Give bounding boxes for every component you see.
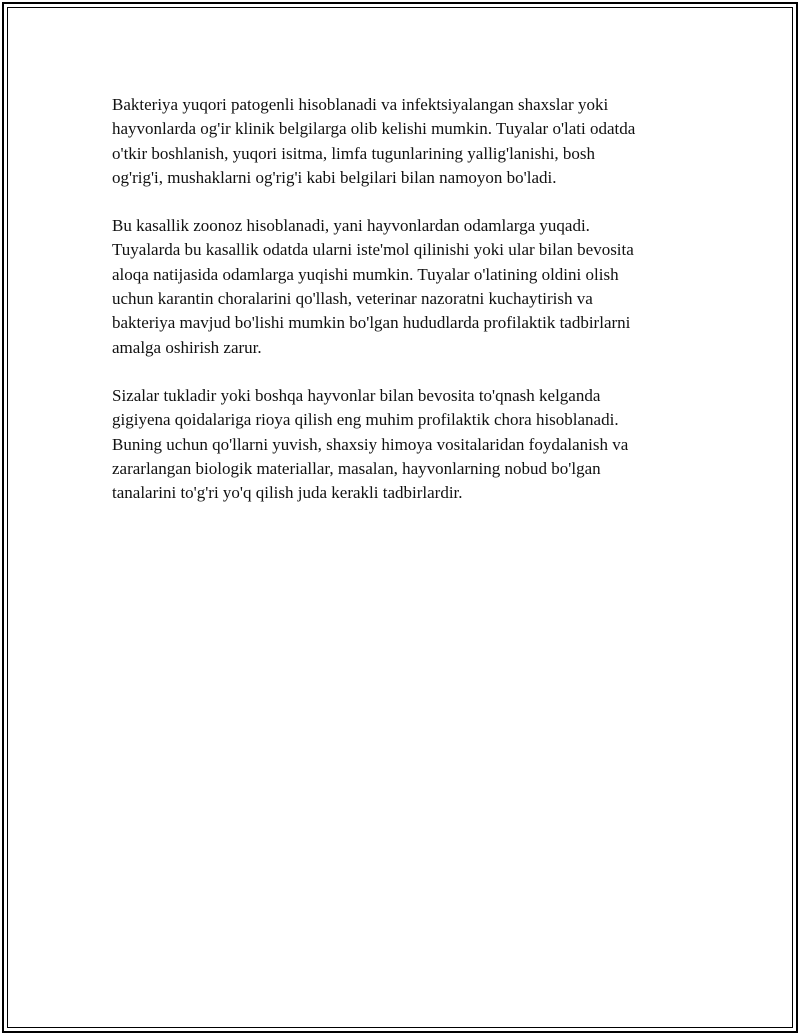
paragraph-line: uchun karantin choralarini qo'llash, veterinar nazoratni kuchaytirish va [112, 289, 593, 309]
paragraph-line: gigiyena qoidalariga rioya qilish eng muhim profilaktik chora hisoblanadi. [112, 410, 619, 430]
paragraph-line: hayvonlarda og'ir klinik belgilarga olib kelishi mumkin. Tuyalar o'lati odatda [112, 119, 636, 139]
paragraph-1 [112, 93, 712, 190]
paragraph-line: bakteriya mavjud bo'lishi mumkin bo'lgan hududlarda profilaktik tadbirlarni [112, 313, 631, 333]
paragraph-line: Tuyalarda bu kasallik odatda ularni iste'mol qilinishi yoki ular bilan bevosita [112, 240, 634, 260]
paragraph-line: Buning uchun qo'llarni yuvish, shaxsiy himoya vositalaridan foydalanish va [112, 434, 629, 454]
paragraph-2 [112, 214, 712, 360]
paragraph-line: amalga oshirish zarur. [112, 337, 262, 357]
paragraph-line: Bu kasallik zoonoz hisoblanadi, yani hayvonlardan odamlarga yuqadi. [112, 216, 590, 236]
paragraph-line: Sizalar tukladir yoki boshqa hayvonlar bilan bevosita to'qnash kelganda [112, 385, 601, 405]
paragraph-line: Bakteriya yuqori patogenli hisoblanadi va infektsiyalangan shaxslar yoki [112, 95, 609, 114]
document-body [112, 93, 712, 529]
paragraph-line: aloqa natijasida odamlarga yuqishi mumkin. Tuyalar o'latining oldini olish [112, 264, 619, 284]
paragraph-line: o'tkir boshlanish, yuqori isitma, limfa tugunlarining yallig'lanishi, bosh [112, 143, 596, 163]
paragraph-line: tanalarini to'g'ri yo'q qilish juda kerakli tadbirlardir. [112, 483, 463, 503]
paragraph-3 [112, 384, 712, 505]
paragraph-line: zararlangan biologik materiallar, masalan, hayvonlarning nobud bo'lgan [112, 458, 601, 478]
paragraph-line: og'rig'i, mushaklarni og'rig'i kabi belgilari bilan namoyon bo'ladi. [112, 167, 557, 187]
